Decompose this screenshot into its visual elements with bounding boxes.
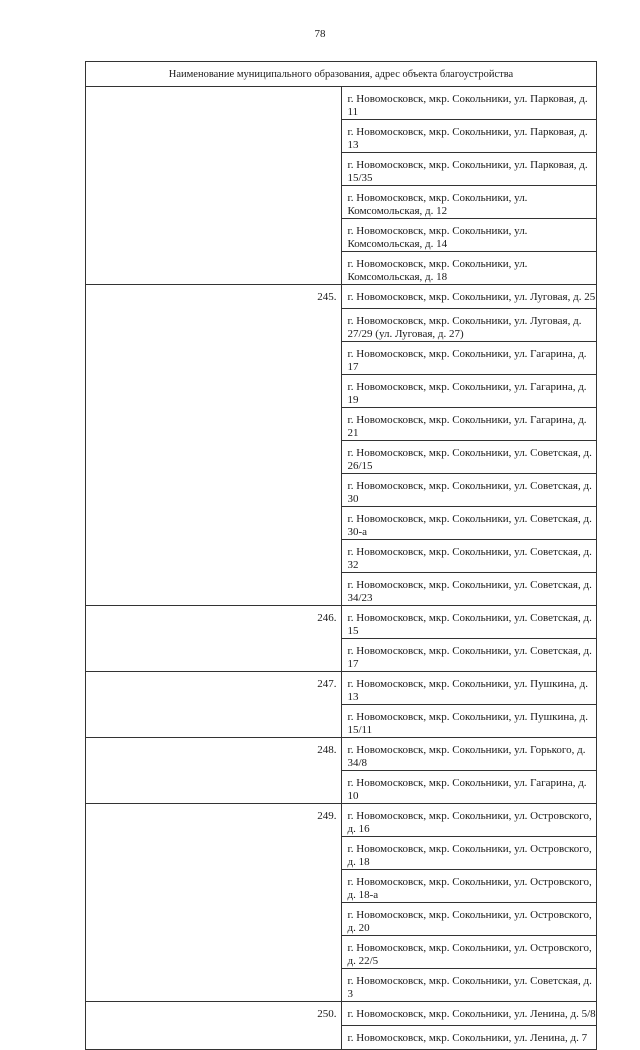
object-number-cell: 245. bbox=[86, 285, 342, 606]
address-cell: г. Новомосковск, мкр. Сокольники, ул. Советская, д. 34/23 bbox=[341, 573, 597, 606]
address-cell: г. Новомосковск, мкр. Сокольники, ул. Комсомольская, д. 18 bbox=[341, 252, 597, 285]
address-cell: г. Новомосковск, мкр. Сокольники, ул. Островского, д. 22/5 bbox=[341, 936, 597, 969]
address-cell: г. Новомосковск, мкр. Сокольники, ул. Ленина, д. 5/8 bbox=[341, 1002, 597, 1026]
table-row bbox=[86, 87, 597, 120]
object-number-cell: 247. bbox=[86, 672, 342, 738]
address-cell: г. Новомосковск, мкр. Сокольники, ул. Пушкина, д. 15/11 bbox=[341, 705, 597, 738]
address-table bbox=[85, 61, 597, 1050]
address-cell: г. Новомосковск, мкр. Сокольники, ул. Пушкина, д. 13 bbox=[341, 672, 597, 705]
object-number-cell: 246. bbox=[86, 606, 342, 672]
address-cell: г. Новомосковск, мкр. Сокольники, ул. Луговая, д. 27/29 (ул. Луговая, д. 27) bbox=[341, 309, 597, 342]
address-cell: г. Новомосковск, мкр. Сокольники, ул. Парковая, д. 11 bbox=[341, 87, 597, 120]
table-header-cell: Наименование муниципального образования, адрес объекта благоустройства bbox=[86, 62, 597, 87]
page-number: 78 bbox=[314, 28, 326, 40]
address-cell: г. Новомосковск, мкр. Сокольники, ул. Горького, д. 34/8 bbox=[341, 738, 597, 771]
address-cell: г. Новомосковск, мкр. Сокольники, ул. Островского, д. 20 bbox=[341, 903, 597, 936]
table-row bbox=[86, 738, 597, 771]
table-row bbox=[86, 1002, 597, 1026]
table-header-row bbox=[86, 62, 597, 87]
address-cell: г. Новомосковск, мкр. Сокольники, ул. Гагарина, д. 19 bbox=[341, 375, 597, 408]
address-cell: г. Новомосковск, мкр. Сокольники, ул. Советская, д. 17 bbox=[341, 639, 597, 672]
address-cell: г. Новомосковск, мкр. Сокольники, ул. Советская, д. 3 bbox=[341, 969, 597, 1002]
address-cell: г. Новомосковск, мкр. Сокольники, ул. Советская, д. 26/15 bbox=[341, 441, 597, 474]
table-row bbox=[86, 804, 597, 837]
address-cell: г. Новомосковск, мкр. Сокольники, ул. Ленина, д. 7 bbox=[341, 1026, 597, 1050]
object-number-cell: 250. bbox=[86, 1002, 342, 1050]
address-cell: г. Новомосковск, мкр. Сокольники, ул. Гагарина, д. 17 bbox=[341, 342, 597, 375]
address-cell: г. Новомосковск, мкр. Сокольники, ул. Парковая, д. 13 bbox=[341, 120, 597, 153]
table-row bbox=[86, 606, 597, 639]
address-cell: г. Новомосковск, мкр. Сокольники, ул. Советская, д. 32 bbox=[341, 540, 597, 573]
table-row bbox=[86, 285, 597, 309]
address-cell: г. Новомосковск, мкр. Сокольники, ул. Комсомольская, д. 14 bbox=[341, 219, 597, 252]
address-cell: г. Новомосковск, мкр. Сокольники, ул. Островского, д. 16 bbox=[341, 804, 597, 837]
table-row bbox=[86, 672, 597, 705]
object-number-cell: 249. bbox=[86, 804, 342, 1002]
address-cell: г. Новомосковск, мкр. Сокольники, ул. Советская, д. 15 bbox=[341, 606, 597, 639]
object-number-cell: 248. bbox=[86, 738, 342, 804]
address-cell: г. Новомосковск, мкр. Сокольники, ул. Луговая, д. 25 bbox=[341, 285, 597, 309]
address-cell: г. Новомосковск, мкр. Сокольники, ул. Парковая, д. 15/35 bbox=[341, 153, 597, 186]
address-cell: г. Новомосковск, мкр. Сокольники, ул. Гагарина, д. 21 bbox=[341, 408, 597, 441]
address-cell: г. Новомосковск, мкр. Сокольники, ул. Советская, д. 30 bbox=[341, 474, 597, 507]
address-cell: г. Новомосковск, мкр. Сокольники, ул. Комсомольская, д. 12 bbox=[341, 186, 597, 219]
address-cell: г. Новомосковск, мкр. Сокольники, ул. Островского, д. 18 bbox=[341, 837, 597, 870]
address-cell: г. Новомосковск, мкр. Сокольники, ул. Советская, д. 30-а bbox=[341, 507, 597, 540]
address-cell: г. Новомосковск, мкр. Сокольники, ул. Гагарина, д. 10 bbox=[341, 771, 597, 804]
table-body bbox=[86, 62, 597, 1050]
object-number-cell bbox=[86, 87, 342, 285]
address-cell: г. Новомосковск, мкр. Сокольники, ул. Островского, д. 18-а bbox=[341, 870, 597, 903]
